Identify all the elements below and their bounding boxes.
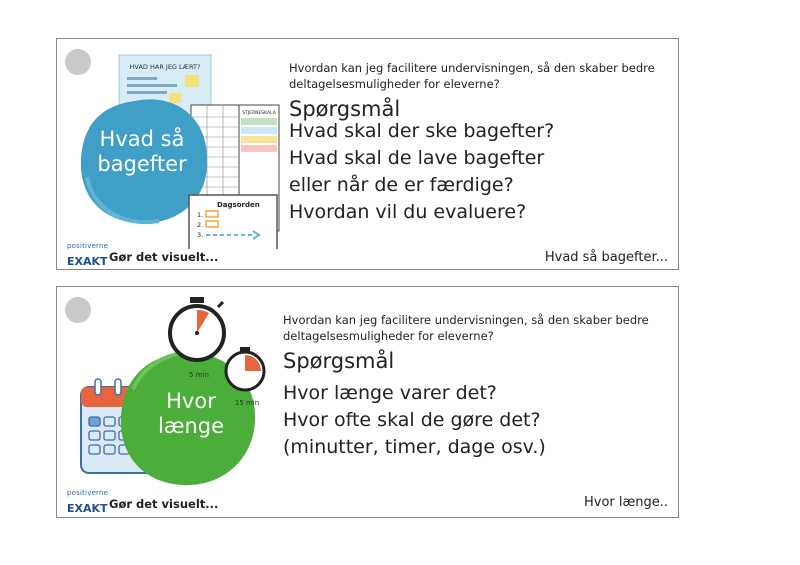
agenda-title: Dagsorden — [217, 201, 260, 209]
brand-tagline: Gør det visuelt... — [109, 250, 219, 264]
brand-logo — [67, 489, 108, 516]
blob-title-line-2: bagefter — [97, 152, 187, 176]
brand-name: EXAKT — [67, 502, 108, 515]
poster-title: HVAD HAR JEG LÆRT? — [129, 63, 201, 71]
intro-text — [283, 312, 649, 344]
blob-title-line-1: Hvor — [166, 389, 216, 413]
table-header: STJERNESKALA — [242, 111, 276, 116]
agenda-item-3: 3. — [197, 231, 204, 239]
intro-line-2: deltagelsesmuligheder for eleverne? — [289, 77, 500, 91]
card-footer: Hvor længe.. — [583, 495, 668, 510]
timer-label-15: 15 min — [234, 399, 260, 407]
question-2: Hvad skal de lave bagefter — [289, 147, 545, 169]
brand-tagline: Gør det visuelt... — [109, 497, 219, 511]
agenda-item-2: 2. — [197, 221, 204, 229]
question-3: (minutter, timer, dage osv.) — [283, 436, 546, 458]
intro-text — [289, 60, 655, 92]
question-1: Hvor længe varer det? — [283, 382, 497, 404]
question-2: Hvor ofte skal de gøre det? — [283, 409, 541, 431]
section-heading: Spørgsmål — [289, 97, 401, 121]
brand-name: EXAKT — [67, 255, 108, 268]
question-3: eller når de er færdige? — [289, 174, 514, 196]
intro-line-1: Hvordan kan jeg facilitere undervisningen, så den skaber bedre — [283, 313, 649, 327]
question-4: Hvordan vil du evaluere? — [289, 201, 527, 223]
intro-line-2: deltagelsesmuligheder for eleverne? — [283, 329, 494, 343]
blob-title-line-2: længe — [157, 414, 224, 438]
question-1: Hvad skal der ske bagefter? — [289, 120, 555, 142]
blob-title-line-1: Hvad så — [99, 127, 185, 151]
intro-line-1: Hvordan kan jeg facilitere undervisningen, så den skaber bedre — [289, 61, 655, 75]
blob-title — [131, 389, 251, 439]
brand-logo — [67, 242, 108, 269]
card-footer: Hvad så bagefter... — [544, 250, 668, 265]
section-heading: Spørgsmål — [283, 349, 395, 373]
brand-top: positiverne — [67, 242, 109, 250]
agenda-item-1: 1. — [197, 211, 204, 219]
card-hvad-saa-bagefter — [56, 38, 679, 270]
brand-top: positiverne — [67, 489, 109, 497]
blob-title — [87, 127, 197, 177]
timer-label-5: 5 min — [189, 371, 209, 379]
card-hvor-laenge — [56, 286, 679, 518]
